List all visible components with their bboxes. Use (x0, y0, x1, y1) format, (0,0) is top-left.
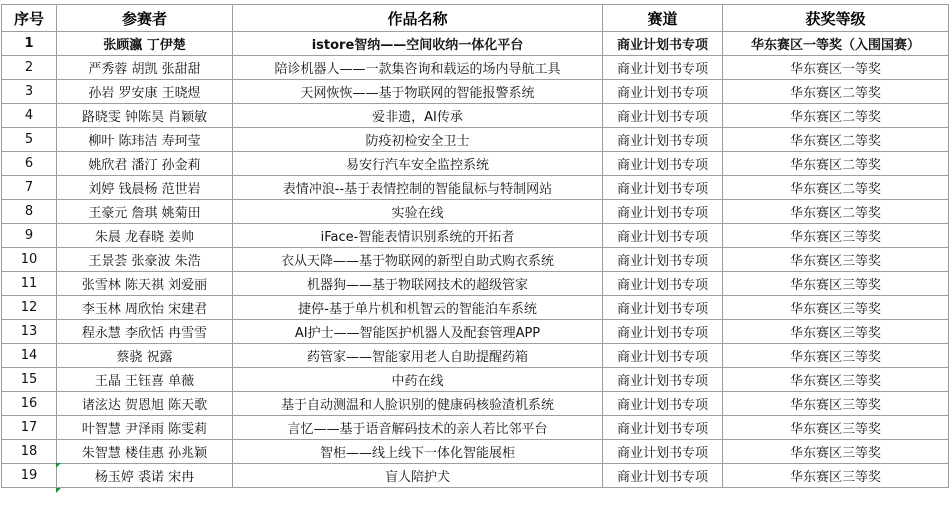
table-row (2, 32, 949, 56)
cell-award[interactable]: 华东赛区三等奖 (723, 464, 949, 488)
cell-work[interactable]: 天网恢恢——基于物联网的智能报警系统 (233, 80, 603, 104)
table-row (2, 56, 949, 80)
cell-team[interactable]: 蔡骁 祝露 (57, 344, 233, 368)
table-row (2, 200, 949, 224)
header-row (2, 5, 949, 32)
cell-team[interactable]: 严秀蓉 胡凯 张甜甜 (57, 56, 233, 80)
cell-team[interactable]: 王景荟 张豪波 朱浩 (57, 248, 233, 272)
cell-team[interactable]: 张顾瀛 丁伊楚 (57, 32, 233, 56)
header-cell-no[interactable]: 序号 (2, 5, 57, 32)
cell-team[interactable]: 诸泫达 贺恩旭 陈天歌 (57, 392, 233, 416)
cell-award[interactable]: 华东赛区三等奖 (723, 368, 949, 392)
table-row (2, 80, 949, 104)
table-row (2, 392, 949, 416)
cell-team[interactable]: 王豪元 詹琪 姚菊田 (57, 200, 233, 224)
cell-track[interactable]: 商业计划书专项 (603, 152, 723, 176)
cell-team[interactable]: 朱智慧 楼佳惠 孙兆颖 (57, 440, 233, 464)
cell-track[interactable]: 商业计划书专项 (603, 344, 723, 368)
table-row (2, 368, 949, 392)
cell-track[interactable]: 商业计划书专项 (603, 440, 723, 464)
cell-no[interactable]: 8 (2, 200, 57, 224)
cell-award[interactable]: 华东赛区二等奖 (723, 152, 949, 176)
cell-no[interactable]: 13 (2, 320, 57, 344)
cell-no[interactable]: 3 (2, 80, 57, 104)
cell-track[interactable]: 商业计划书专项 (603, 32, 723, 56)
cell-work[interactable]: 药管家——智能家用老人自助提醒药箱 (233, 344, 603, 368)
cell-work[interactable]: 中药在线 (233, 368, 603, 392)
cell-track[interactable]: 商业计划书专项 (603, 128, 723, 152)
table-row (2, 152, 949, 176)
cell-track[interactable]: 商业计划书专项 (603, 320, 723, 344)
cell-work[interactable]: 机器狗——基于物联网技术的超级管家 (233, 272, 603, 296)
cell-work[interactable]: 陪诊机器人——一款集咨询和载运的场内导航工具 (233, 56, 603, 80)
cell-team[interactable]: 孙岩 罗安康 王晓煜 (57, 80, 233, 104)
cell-award[interactable]: 华东赛区三等奖 (723, 416, 949, 440)
cell-track[interactable]: 商业计划书专项 (603, 464, 723, 488)
cell-work[interactable]: AI护士——智能医护机器人及配套管理APP (233, 320, 603, 344)
cell-team[interactable]: 路晓雯 钟陈昊 肖颖敏 (57, 104, 233, 128)
header-cell-track[interactable]: 赛道 (603, 5, 723, 32)
table-row (2, 416, 949, 440)
cell-work[interactable]: 易安行汽车安全监控系统 (233, 152, 603, 176)
cell-team[interactable]: 程永慧 李欣恬 冉雪雪 (57, 320, 233, 344)
cell-track[interactable]: 商业计划书专项 (603, 248, 723, 272)
cell-track[interactable]: 商业计划书专项 (603, 56, 723, 80)
cell-no[interactable]: 19 (2, 464, 57, 488)
cell-team[interactable]: 朱晨 龙春晓 姜帅 (57, 224, 233, 248)
table-row (2, 344, 949, 368)
table-row (2, 176, 949, 200)
cell-no[interactable]: 5 (2, 128, 57, 152)
cell-track[interactable]: 商业计划书专项 (603, 416, 723, 440)
table-row (2, 248, 949, 272)
header-cell-team[interactable]: 参赛者 (57, 5, 233, 32)
table-row (2, 440, 949, 464)
cell-work[interactable]: 爱非遗，AI传承 (233, 104, 603, 128)
cell-team[interactable]: 姚欣君 潘汀 孙金莉 (57, 152, 233, 176)
cell-work[interactable]: 智柜——线上线下一体化智能展柜 (233, 440, 603, 464)
cell-team[interactable]: 柳叶 陈玮洁 寿珂莹 (57, 128, 233, 152)
cell-work[interactable]: istore智纳——空间收纳一体化平台 (233, 32, 603, 56)
cell-award[interactable]: 华东赛区二等奖 (723, 200, 949, 224)
cell-track[interactable]: 商业计划书专项 (603, 272, 723, 296)
spreadsheet (0, 4, 949, 514)
table-row (2, 296, 949, 320)
cell-award[interactable]: 华东赛区三等奖 (723, 440, 949, 464)
cell-team[interactable]: 叶智慧 尹泽雨 陈雯莉 (57, 416, 233, 440)
cell-no[interactable]: 11 (2, 272, 57, 296)
cell-track[interactable]: 商业计划书专项 (603, 200, 723, 224)
cell-award[interactable]: 华东赛区二等奖 (723, 80, 949, 104)
cell-no[interactable]: 18 (2, 440, 57, 464)
cell-award[interactable]: 华东赛区三等奖 (723, 224, 949, 248)
cell-award[interactable]: 华东赛区三等奖 (723, 272, 949, 296)
cell-work[interactable]: 基于自动测温和人脸识别的健康码核验渣机系统 (233, 392, 603, 416)
cell-no[interactable]: 17 (2, 416, 57, 440)
cell-track[interactable]: 商业计划书专项 (603, 80, 723, 104)
cell-no[interactable]: 14 (2, 344, 57, 368)
cell-work[interactable]: iFace-智能表情识别系统的开拓者 (233, 224, 603, 248)
cell-award[interactable]: 华东赛区三等奖 (723, 392, 949, 416)
table-row (2, 272, 949, 296)
awards-table (1, 4, 949, 488)
cell-award[interactable]: 华东赛区三等奖 (723, 248, 949, 272)
cell-no[interactable]: 10 (2, 248, 57, 272)
cell-no[interactable]: 4 (2, 104, 57, 128)
cell-award[interactable]: 华东赛区三等奖 (723, 344, 949, 368)
cell-team[interactable]: 李玉林 周欣怡 宋建君 (57, 296, 233, 320)
cell-track[interactable]: 商业计划书专项 (603, 368, 723, 392)
cell-team[interactable]: 刘婷 钱晨杨 范世岩 (57, 176, 233, 200)
cell-no[interactable]: 2 (2, 56, 57, 80)
cell-award[interactable]: 华东赛区二等奖 (723, 128, 949, 152)
header-cell-award[interactable]: 获奖等级 (723, 5, 949, 32)
header-cell-work[interactable]: 作品名称 (233, 5, 603, 32)
cell-work[interactable]: 盲人陪护犬 (233, 464, 603, 488)
cell-award[interactable]: 华东赛区一等奖（入围国赛） (723, 32, 949, 56)
cell-work[interactable]: 表情冲浪--基于表情控制的智能鼠标与特制网站 (233, 176, 603, 200)
cell-track[interactable]: 商业计划书专项 (603, 296, 723, 320)
cell-work[interactable]: 衣从天降——基于物联网的新型自助式购衣系统 (233, 248, 603, 272)
cell-track[interactable]: 商业计划书专项 (603, 176, 723, 200)
cell-no[interactable]: 9 (2, 224, 57, 248)
comment-indicator-row19 (56, 488, 61, 493)
cell-award[interactable]: 华东赛区二等奖 (723, 104, 949, 128)
cell-award[interactable]: 华东赛区二等奖 (723, 176, 949, 200)
cell-track[interactable]: 商业计划书专项 (603, 104, 723, 128)
table-row (2, 128, 949, 152)
cell-team[interactable]: 杨玉婷 裘诺 宋冉 (57, 464, 233, 488)
table-row (2, 104, 949, 128)
cell-work[interactable]: 实验在线 (233, 200, 603, 224)
cell-work[interactable]: 防疫初检安全卫士 (233, 128, 603, 152)
cell-team[interactable]: 王晶 王钰喜 单薇 (57, 368, 233, 392)
cell-no[interactable]: 1 (2, 32, 57, 56)
cell-award[interactable]: 华东赛区一等奖 (723, 56, 949, 80)
cell-no[interactable]: 12 (2, 296, 57, 320)
cell-work[interactable]: 言忆——基于语音解码技术的亲人若比邻平台 (233, 416, 603, 440)
cell-no[interactable]: 7 (2, 176, 57, 200)
comment-indicator-row18 (56, 463, 61, 468)
cell-no[interactable]: 16 (2, 392, 57, 416)
table-row (2, 464, 949, 488)
cell-no[interactable]: 15 (2, 368, 57, 392)
table-row (2, 320, 949, 344)
cell-award[interactable]: 华东赛区三等奖 (723, 320, 949, 344)
cell-no[interactable]: 6 (2, 152, 57, 176)
cell-award[interactable]: 华东赛区三等奖 (723, 296, 949, 320)
cell-work[interactable]: 捷停-基于单片机和机智云的智能泊车系统 (233, 296, 603, 320)
table-row (2, 224, 949, 248)
cell-track[interactable]: 商业计划书专项 (603, 392, 723, 416)
cell-team[interactable]: 张雪林 陈天祺 刘爱丽 (57, 272, 233, 296)
cell-track[interactable]: 商业计划书专项 (603, 224, 723, 248)
